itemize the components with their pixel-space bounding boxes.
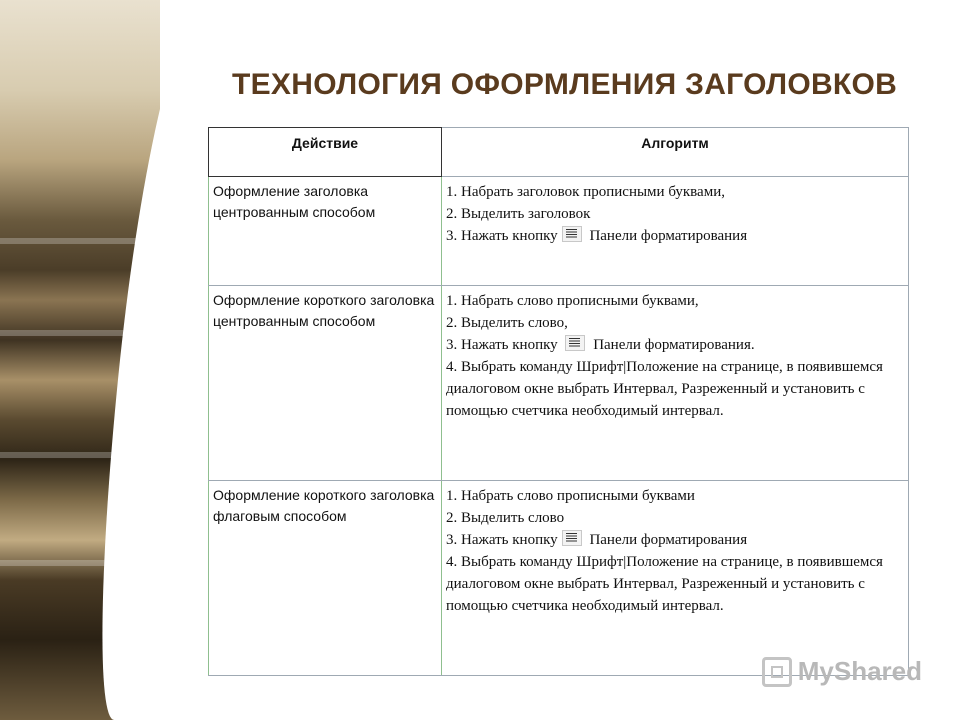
table-row bbox=[209, 177, 909, 286]
algorithm-cell bbox=[442, 286, 909, 481]
align-center-icon bbox=[562, 226, 582, 242]
action-cell: Оформление короткого заголовка флаговым способом bbox=[209, 481, 442, 676]
action-cell: Оформление короткого заголовка центрованным способом bbox=[209, 286, 442, 481]
book-edge bbox=[0, 330, 150, 336]
step-text: Панели форматирования. bbox=[593, 337, 755, 353]
table-row bbox=[209, 481, 909, 676]
algorithm-cell bbox=[442, 177, 909, 286]
step: 2. Выделить заголовок bbox=[446, 206, 591, 222]
step: 2. Выделить слово, bbox=[446, 315, 568, 331]
books-photo bbox=[0, 0, 160, 720]
step bbox=[446, 334, 904, 356]
table-row bbox=[209, 286, 909, 481]
step-text: Панели форматирования bbox=[589, 228, 748, 244]
step: 1. Набрать слово прописными буквами bbox=[446, 488, 695, 504]
step: 2. Выделить слово bbox=[446, 510, 565, 526]
align-center-icon bbox=[562, 530, 582, 546]
algorithm-table bbox=[208, 127, 909, 676]
header-algorithm: Алгоритм bbox=[442, 128, 909, 177]
align-center-icon bbox=[565, 335, 585, 351]
watermark bbox=[762, 656, 922, 687]
table-header-row bbox=[209, 128, 909, 177]
step-text: Панели форматирования bbox=[589, 532, 748, 548]
step: 1. Набрать заголовок прописными буквами, bbox=[446, 184, 725, 200]
header-action: Действие bbox=[209, 128, 442, 177]
step: 1. Набрать слово прописными буквами, bbox=[446, 293, 699, 309]
step-text: 3. Нажать кнопку bbox=[446, 337, 558, 353]
step: 4. Выбрать команду Шрифт|Положение на странице, в появившемся диалоговом окне выбрать Интервал, Разреженный и установить с помощью счетчика необходимый интервал. bbox=[446, 359, 883, 419]
slide-title: ТЕХНОЛОГИЯ ОФОРМЛЕНИЯ ЗАГОЛОВКОВ bbox=[232, 68, 898, 101]
step: 4. Выбрать команду Шрифт|Положение на странице, в появившемся диалоговом окне выбрать Интервал, Разреженный и установить с помощью счетчика необходимый интервал. bbox=[446, 554, 883, 614]
book-edge bbox=[0, 452, 150, 458]
book-edge bbox=[0, 560, 150, 566]
watermark-text: MyShared bbox=[797, 656, 922, 686]
action-cell: Оформление заголовка центрованным способом bbox=[209, 177, 442, 286]
book-edge bbox=[0, 238, 150, 244]
step-text: 3. Нажать кнопку bbox=[446, 228, 558, 244]
presentation-icon bbox=[762, 657, 792, 687]
step bbox=[446, 529, 904, 551]
step-text: 3. Нажать кнопку bbox=[446, 532, 558, 548]
algorithm-cell bbox=[442, 481, 909, 676]
step bbox=[446, 225, 904, 247]
